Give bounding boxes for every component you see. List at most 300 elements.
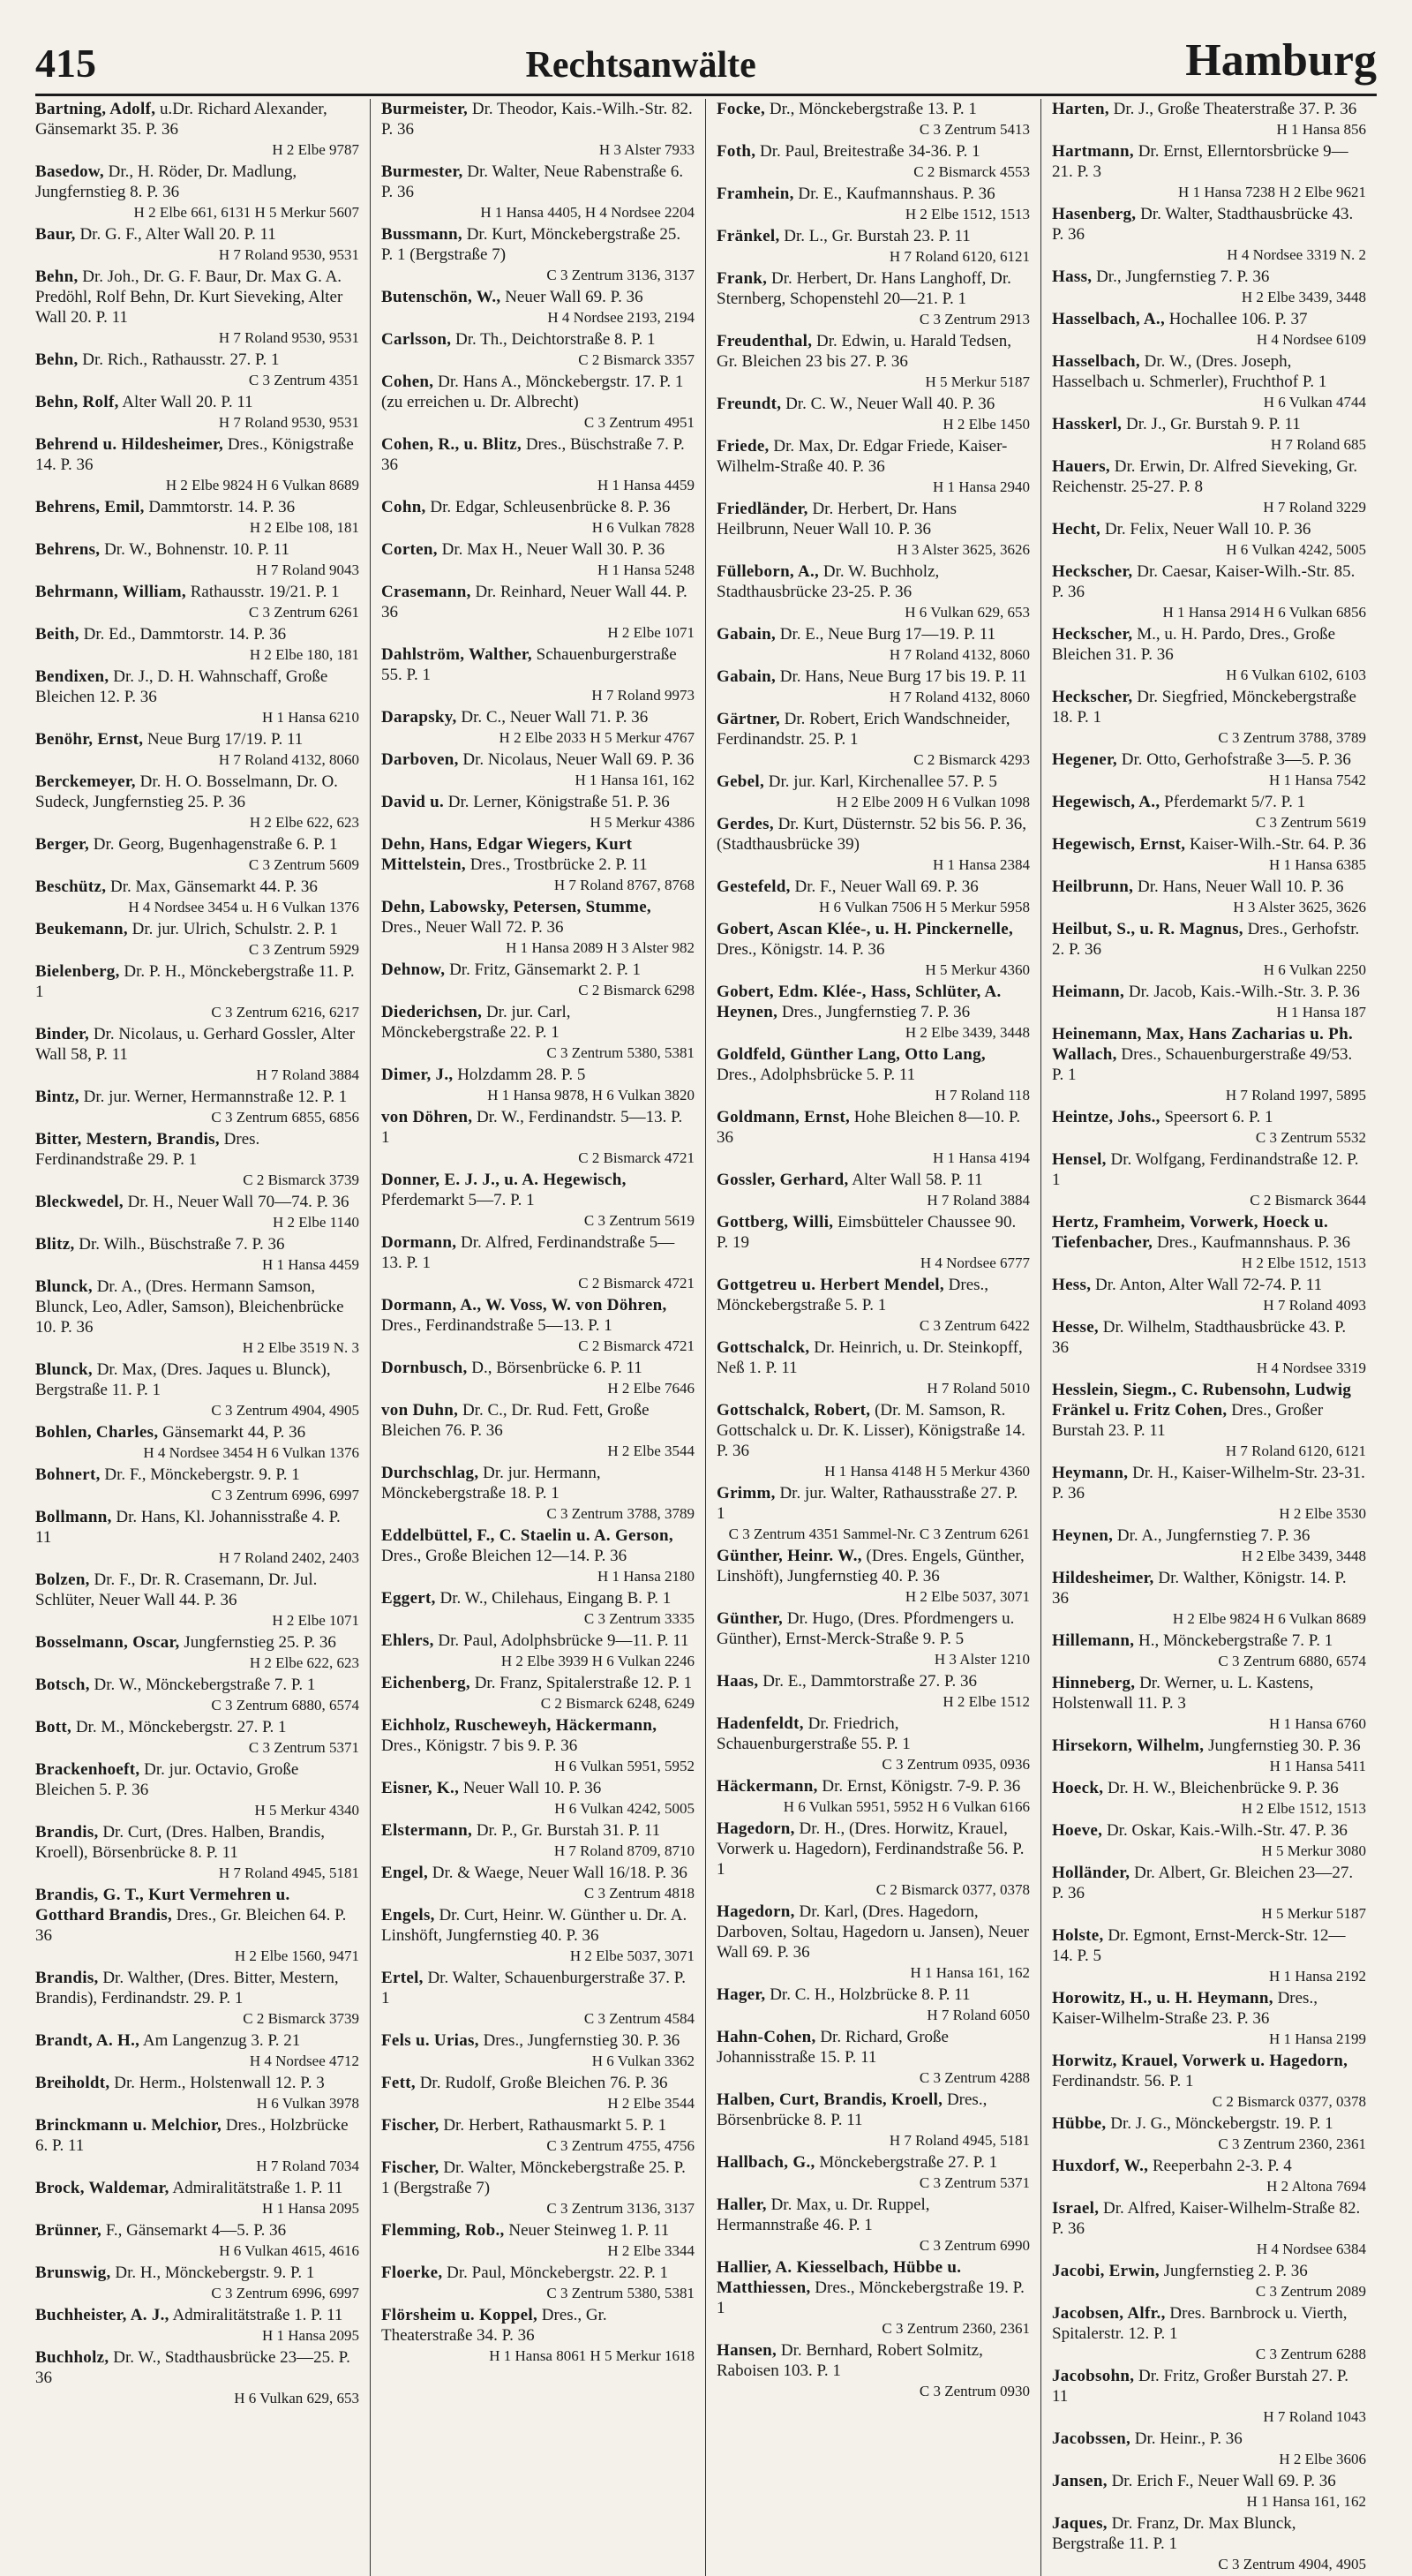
entry-phone: C 3 Zentrum 6261 (248, 604, 359, 621)
entry-phone: H 2 Elbe 3439, 3448 (1241, 289, 1366, 305)
entry-name: Hallier, A. Kiesselbach, Hübbe u. Matthiessen, (717, 2258, 962, 2297)
entry-phone: C 3 Zentrum 4351 (248, 372, 359, 388)
entry-phone: H 3 Alster 1210 (934, 1651, 1030, 1668)
entry-phone: H 2 Elbe 1512 (943, 1693, 1030, 1710)
entry-address: u.Dr. Richard Alexander, Gänsemarkt 35. P. 36 (35, 100, 327, 139)
entry-phone: H 6 Vulkan 7506 H 5 Merkur 5958 (818, 899, 1030, 915)
entry-address: Dr. Lerner, Königstraße 51. P. 36 (447, 793, 670, 811)
entry-address: Admiralitätstraße 1. P. 11 (172, 2179, 343, 2197)
directory-entry (717, 2027, 1030, 2088)
entry-phone: C 3 Zentrum 4951 (583, 414, 695, 431)
entry-phone: H 7 Roland 9043 (256, 561, 359, 578)
entry-address: Dr. W., Ferdinandstr. 5—13. P. 1 (381, 1108, 683, 1147)
entry-phone: H 7 Roland 2402, 2403 (218, 1549, 359, 1566)
entry-address: Dr. jur. Octavio, Große Bleichen 5. P. 36 (35, 1760, 299, 1799)
entry-phone: C 2 Bismarck 0377, 0378 (875, 1881, 1030, 1898)
entry-name: Halben, Curt, Brandis, Kroell, (717, 2090, 943, 2109)
entry-address: H., Mönckebergstraße 7. P. 1 (1138, 1631, 1333, 1650)
directory-entry (717, 709, 1030, 770)
entry-name: Bohnert, (35, 1465, 101, 1484)
entry-name: Diederichsen, (381, 1003, 483, 1021)
entry-address: Dr. Paul, Mönckebergstr. 22. P. 1 (447, 2263, 669, 2282)
directory-entry (381, 1170, 695, 1231)
entry-name: Crasemann, (381, 583, 471, 601)
entry-name: Hegener, (1052, 750, 1117, 769)
entry-name: Darapsky, (381, 708, 457, 727)
directory-entry (35, 2220, 359, 2261)
entry-name: Hansen, (717, 2341, 777, 2360)
entry-phone: C 2 Bismarck 3357 (578, 351, 695, 368)
entry-address: Dres., Holzbrücke 6. P. 11 (35, 2116, 349, 2155)
entry-phone: H 1 Hansa 2095 (261, 2327, 359, 2344)
entry-address: Dr. Herbert, Dr. Hans Heilbrunn, Neuer Wall 10. P. 36 (717, 500, 958, 539)
entry-name: Hartmann, (1052, 142, 1134, 161)
directory-entry (381, 1715, 695, 1776)
entry-phone: H 2 Elbe 1450 (943, 416, 1030, 433)
entry-name: Dornbusch, (381, 1359, 468, 1377)
entry-address: Eimsbütteler Chaussee 90. P. 19 (717, 1213, 1017, 1252)
entry-name: Heckscher, (1052, 688, 1133, 706)
entry-phone: H 6 Vulkan 4242, 5005 (1226, 541, 1366, 558)
entry-name: Hagedorn, (717, 1902, 795, 1921)
entry-phone: H 2 Elbe 108, 181 (249, 519, 359, 536)
entry-address: Dr. Hugo, (Dres. Pfordmengers u. Günther), Ernst-Merck-Straße 9. P. 5 (717, 1609, 1015, 1648)
directory-entry (1052, 1568, 1366, 1629)
entry-address: Pferdemarkt 5—7. P. 1 (381, 1191, 535, 1209)
entry-name: Gottberg, Willi, (717, 1213, 834, 1232)
entry-name: Heckscher, (1052, 625, 1133, 644)
entry-phone: C 3 Zentrum 6990 (919, 2237, 1030, 2254)
entry-name: Hinneberg, (1052, 1674, 1136, 1692)
entry-name: Fischer, (381, 2116, 439, 2135)
directory-entry (1052, 351, 1366, 412)
entry-address: Dr. Georg, Bugenhagenstraße 6. P. 1 (93, 835, 338, 854)
entry-phone: H 1 Hansa 161, 162 (1246, 2493, 1366, 2510)
entry-phone: H 1 Hansa 2180 (597, 1568, 695, 1585)
directory-entry (381, 1968, 695, 2029)
entry-address: Dr. Jacob, Kais.-Wilh.-Str. 3. P. 36 (1128, 983, 1360, 1001)
entry-address: Dr. Albert, Gr. Bleichen 23—27. P. 36 (1052, 1864, 1354, 1902)
directory-entry (717, 2195, 1030, 2256)
entry-phone: H 7 Roland 9530, 9531 (218, 246, 359, 263)
entry-phone: C 3 Zentrum 6880, 6574 (211, 1697, 359, 1714)
entry-address: Dr. H., (Dres. Horwitz, Krauel, Vorwerk u. Hagedorn), Ferdinandstraße 56. P. 1 (717, 1819, 1025, 1879)
directory-entry (381, 1778, 695, 1819)
entry-phone: H 7 Roland 5010 (927, 1380, 1030, 1397)
entry-phone: C 3 Zentrum 5413 (919, 121, 1030, 138)
entry-phone: H 2 Elbe 1140 (272, 1214, 359, 1231)
entry-phone: H 6 Vulkan 4615, 4616 (219, 2242, 359, 2259)
entry-name: Eisner, K., (381, 1779, 460, 1797)
entry-address: Dr. Theodor, Kais.-Wilh.-Str. 82. P. 36 (381, 100, 693, 139)
entry-name: Israel, (1052, 2199, 1100, 2218)
entry-name: Gerdes, (717, 815, 774, 833)
directory-entry (381, 1863, 695, 1903)
entry-name: Huxdorf, W., (1052, 2157, 1149, 2175)
entry-name: Dehn, Hans, Edgar Wiegers, Kurt Mittelstein, (381, 835, 633, 874)
page-number: 415 (35, 41, 96, 86)
entry-address: Jungfernstieg 25. P. 36 (184, 1633, 336, 1652)
entry-address: Dr. Otto, Gerhofstraße 3—5. P. 36 (1121, 750, 1351, 769)
directory-entry (717, 667, 1030, 707)
entry-name: Berger, (35, 835, 90, 854)
entry-phone: H 7 Roland 8709, 8710 (553, 1842, 695, 1859)
entry-address: Dres., Büschstraße 7. P. 36 (381, 435, 685, 474)
entry-name: Buchholz, (35, 2348, 109, 2367)
entry-address: Dammtorstr. 14. P. 36 (148, 498, 296, 516)
entry-name: Hesse, (1052, 1318, 1099, 1337)
entry-address: Dres., Mönckebergstraße 5. P. 1 (717, 1276, 989, 1314)
entry-phone: H 2 Elbe 622, 623 (249, 1654, 359, 1671)
directory-entry (35, 919, 359, 960)
entry-name: Elstermann, (381, 1821, 473, 1840)
entry-phone: H 2 Elbe 2009 H 6 Vulkan 1098 (836, 794, 1030, 810)
entry-name: Bartning, Adolf, (35, 100, 156, 118)
directory-entry (35, 1192, 359, 1232)
entry-phone: H 1 Hansa 6385 (1268, 856, 1366, 873)
entry-name: Corten, (381, 540, 438, 559)
entry-name: Baur, (35, 225, 76, 244)
entry-address: Dr. Oskar, Kais.-Wilh.-Str. 47. P. 36 (1106, 1821, 1348, 1840)
entry-address: Dr. Walter, Neue Rabenstraße 6. P. 36 (381, 162, 684, 201)
entry-name: Heynen, (1052, 1526, 1114, 1545)
entry-phone: C 3 Zentrum 5371 (919, 2174, 1030, 2191)
entry-name: Breiholdt, (35, 2074, 110, 2092)
entry-name: Ehlers, (381, 1631, 434, 1650)
entry-name: Berckemeyer, (35, 772, 136, 791)
entry-phone: H 1 Hansa 4194 (932, 1149, 1030, 1166)
entry-address: Schauenburgerstraße 55. P. 1 (381, 645, 677, 684)
entry-phone: H 2 Elbe 3439, 3448 (905, 1024, 1030, 1041)
entry-address: Pferdemarkt 5/7. P. 1 (1164, 793, 1306, 811)
entry-address: Kaiser-Wilh.-Str. 64. P. 36 (1190, 835, 1366, 854)
entry-phone: H 6 Vulkan 4242, 5005 (554, 1800, 695, 1817)
entry-address: Jungfernstieg 30. P. 36 (1208, 1736, 1361, 1755)
directory-entry (35, 1632, 359, 1673)
city-heading: Hamburg (1185, 35, 1377, 86)
entry-name: Blunck, (35, 1277, 93, 1296)
directory-entry (35, 624, 359, 665)
column-1 (35, 99, 371, 2576)
entry-address: Dr. Fritz, Gänsemarkt 2. P. 1 (449, 960, 641, 979)
directory-entry (1052, 834, 1366, 875)
entry-phone: H 2 Elbe 1512, 1513 (1241, 1254, 1366, 1271)
entry-name: Günther, Heinr. W., (717, 1547, 862, 1565)
entry-phone: H 4 Nordsee 3454 u. H 6 Vulkan 1376 (128, 899, 359, 915)
entry-address: Dr. C. W., Neuer Wall 40. P. 36 (785, 395, 995, 413)
entry-phone: H 6 Vulkan 6102, 6103 (1226, 667, 1366, 683)
directory-entry (381, 1673, 695, 1714)
entry-name: Hecht, (1052, 520, 1101, 539)
entry-name: Hesslein, Siegm., C. Rubensohn, Ludwig Fränkel u. Fritz Cohen, (1052, 1381, 1352, 1420)
entry-address: Dres., Kaiser-Wilhelm-Straße 23. P. 36 (1052, 1989, 1318, 2028)
directory-entry (381, 539, 695, 580)
entry-phone: C 3 Zentrum 6996, 6997 (211, 1487, 359, 1503)
entry-name: Bollmann, (35, 1508, 112, 1526)
entry-address: Dr. Wilh., Büschstraße 7. P. 36 (79, 1235, 285, 1254)
entry-phone: C 2 Bismarck 6298 (578, 982, 695, 998)
entry-name: Brinckmann u. Melchior, (35, 2116, 222, 2135)
entry-phone: H 1 Hansa 5411 (1269, 1758, 1366, 1774)
entry-phone: H 7 Roland 6120, 6121 (889, 248, 1030, 265)
directory-entry (717, 1170, 1030, 1210)
entry-address: Dr. Kurt, Düsternstr. 52 bis 56. P. 36, (Stadthausbrücke 39) (717, 815, 1026, 854)
entry-address: Dr. Hans, Kl. Johannisstraße 4. P. 11 (35, 1508, 341, 1547)
directory-entry (381, 1820, 695, 1861)
directory-entry (1052, 1107, 1366, 1148)
entry-name: Fülleborn, A., (717, 562, 820, 581)
entry-name: Heintze, Johs., (1052, 1108, 1160, 1126)
entry-name: Brackenhoeft, (35, 1760, 140, 1779)
directory-entry (1052, 2051, 1366, 2112)
entry-address: Dr. Rudolf, Große Bleichen 76. P. 36 (419, 2074, 668, 2092)
entry-address: Dr. Curt, Heinr. W. Günther u. Dr. A. Linshöft, (381, 1906, 687, 1945)
entry-name: Brünner, (35, 2221, 102, 2240)
entry-address: Dres., Schauenburgerstraße 49/53. P. 1 (1052, 1045, 1353, 1084)
entry-address: Dr. Max, (Dres. Jaques u. Blunck), Bergstraße 11. P. 1 (35, 1360, 331, 1399)
entry-phone: H 7 Roland 9530, 9531 (218, 329, 359, 346)
directory-entry (717, 1483, 1030, 1544)
entry-phone: H 1 Hansa 8061 H 5 Merkur 1618 (489, 2347, 695, 2364)
entry-phone: H 1 Hansa 2089 H 3 Alster 982 (506, 939, 695, 956)
directory-entry (35, 2263, 359, 2303)
entry-name: Benöhr, Ernst, (35, 730, 144, 749)
directory-entry (35, 1885, 359, 1966)
entry-address: Dr. Wilhelm, Stadthausbrücke 43. P. 36 (1052, 1318, 1347, 1357)
entry-address: Dr. Heinrich, u. Dr. Steinkopff, Neß 1. P. 11 (717, 1338, 1023, 1377)
entry-name: Bintz, (35, 1088, 79, 1106)
entry-address: Dr. Egmont, Ernst-Merck-Str. 12—14. P. 5 (1052, 1926, 1346, 1965)
entry-phone: H 7 Roland 4945, 5181 (218, 1864, 359, 1881)
entry-phone: H 7 Roland 7034 (256, 2158, 359, 2174)
entry-name: Gestefeld, (717, 877, 791, 896)
entry-name: Focke, (717, 100, 766, 118)
entry-address: Dr. H., Neuer Wall 70—74. P. 36 (127, 1193, 349, 1211)
directory-entry (35, 350, 359, 390)
entry-name: Fels u. Urias, (381, 2031, 479, 2050)
directory-entry (35, 99, 359, 160)
entry-address: Dr., Jungfernstieg 7. P. 36 (1096, 267, 1270, 286)
entry-name: Hillemann, (1052, 1631, 1135, 1650)
entry-phone: H 7 Roland 3884 (927, 1192, 1030, 1209)
entry-phone: H 2 Elbe 3544 (607, 2095, 695, 2112)
directory-entry (1052, 687, 1366, 748)
directory-entry (717, 1044, 1030, 1105)
directory-entry (35, 729, 359, 770)
entry-phone: H 1 Hansa 5248 (597, 561, 695, 578)
directory-entry (35, 1129, 359, 1190)
directory-entry (1052, 1380, 1366, 1461)
directory-entry (35, 1234, 359, 1275)
entry-phone: H 1 Hansa 4459 (597, 477, 695, 493)
entry-name: Behrmann, William, (35, 583, 186, 601)
entry-phone: H 7 Roland 6050 (927, 2007, 1030, 2023)
directory-entry (717, 1546, 1030, 1607)
directory-entry (717, 561, 1030, 622)
entry-phone: H 4 Nordsee 6109 (1256, 331, 1366, 348)
entry-name: Jaques, (1052, 2514, 1108, 2533)
entry-name: Horowitz, H., u. H. Heymann, (1052, 1989, 1273, 2007)
directory-entry (1052, 561, 1366, 622)
entry-name: Goldfeld, Günther Lang, Otto Lang, (717, 1045, 986, 1064)
entry-phone: H 2 Elbe 1560, 9471 (234, 1947, 359, 1964)
entry-name: Brock, Waldemar, (35, 2179, 169, 2197)
entry-name: Hildesheimer, (1052, 1569, 1154, 1587)
entry-name: Bielenberg, (35, 962, 120, 981)
entry-name: Behn, (35, 267, 79, 286)
entry-name: Bleckwedel, (35, 1193, 124, 1211)
entry-address: Dr. Herbert, Rathausmarkt 5. P. 1 (443, 2116, 667, 2135)
entry-name: Hensel, (1052, 1150, 1107, 1169)
directory-entry (381, 960, 695, 1000)
entry-phone: C 3 Zentrum 4904, 4905 (211, 1402, 359, 1419)
entry-name: Hauers, (1052, 457, 1110, 476)
entry-address: Dres., Jungfernstieg 30. P. 36 (483, 2031, 680, 2050)
directory-entry (1052, 267, 1366, 307)
entry-phone: C 2 Bismarck 0377, 0378 (1212, 2093, 1366, 2110)
directory-entry (1052, 877, 1366, 917)
entry-address: F., Gänsemarkt 4—5. P. 36 (105, 2221, 287, 2240)
directory-entry (717, 1902, 1030, 1983)
entry-name: Gottgetreu u. Herbert Mendel, (717, 1276, 944, 1294)
entry-name: Jacobsen, Alfr., (1052, 2304, 1166, 2323)
entry-name: Harten, (1052, 100, 1109, 118)
directory-entry (35, 1277, 359, 1358)
entry-address: Dr. H., Mönckebergstr. 9. P. 1 (115, 2263, 315, 2282)
directory-entry (1052, 1925, 1366, 1986)
entry-name: Hoeve, (1052, 1821, 1103, 1840)
entry-name: Holste, (1052, 1926, 1104, 1945)
entry-phone: H 2 Elbe 5037, 3071 (905, 1588, 1030, 1605)
entry-phone: H 2 Elbe 3606 (1279, 2451, 1366, 2467)
directory-entry (1052, 1863, 1366, 1924)
entry-phone: H 5 Merkur 5187 (1261, 1905, 1366, 1922)
directory-entry (35, 1675, 359, 1715)
directory-entry (1052, 519, 1366, 560)
entry-phone: H 6 Vulkan 629, 653 (905, 604, 1030, 621)
directory-entry (1052, 141, 1366, 202)
column-4 (1041, 99, 1377, 2576)
entry-address: Alter Wall 58. P. 11 (852, 1171, 983, 1189)
entry-phone: H 2 Elbe 661, 6131 H 5 Merkur 5607 (133, 204, 359, 221)
entry-address: Dr. Walter, Schauenburgerstraße 37. P. 1 (381, 1969, 686, 2007)
entry-phone: H 5 Merkur 4360 (925, 961, 1030, 978)
directory-entry (1052, 204, 1366, 265)
directory-entry (381, 644, 695, 705)
entry-phone: C 3 Zentrum 2360, 2361 (882, 2320, 1030, 2337)
entry-phone: H 2 Elbe 3530 (1279, 1505, 1366, 1522)
entry-phone: H 1 Hansa 9878, H 6 Vulkan 3820 (487, 1087, 695, 1103)
entry-address: Dr. P., Gr. Burstah 31. P. 11 (476, 1821, 661, 1840)
directory-entry (717, 814, 1030, 875)
entry-address: Dr. Felix, Neuer Wall 10. P. 36 (1104, 520, 1311, 539)
directory-entry (717, 919, 1030, 980)
entry-name: Butenschön, W., (381, 288, 501, 306)
entry-phone: C 3 Zentrum 3136, 3137 (546, 2200, 695, 2217)
entry-name: Holländer, (1052, 1864, 1130, 1882)
entry-name: Blunck, (35, 1360, 93, 1379)
directory-entry (717, 141, 1030, 182)
entry-name: Dehnow, (381, 960, 446, 979)
directory-entry (35, 2347, 359, 2408)
directory-entry (35, 434, 359, 495)
entry-address: Alter Wall 20. P. 11 (122, 393, 253, 411)
entry-phone: H 2 Elbe 3344 (607, 2242, 695, 2259)
entry-name: Engels, (381, 1906, 435, 1924)
entry-phone: H 7 Roland 6120, 6121 (1225, 1442, 1366, 1459)
directory-entry (717, 1107, 1030, 1168)
entry-phone: H 2 Elbe 5037, 3071 (569, 1947, 695, 1964)
entry-address: (Dr. M. Samson, R. Gottschalck u. Dr. K. Lisser), Königstraße 14. P. 36 (717, 1401, 1025, 1460)
entry-address: Dr. Edgar, Schleusenbrücke 8. P. 36 (430, 498, 671, 516)
entry-name: Cohen, (381, 373, 434, 391)
entry-phone: H 6 Vulkan 2250 (1263, 961, 1366, 978)
directory-entry (381, 749, 695, 790)
entry-phone: C 3 Zentrum 4288 (919, 2069, 1030, 2086)
directory-entry (381, 1002, 695, 1063)
entry-phone: H 7 Roland 1997, 5895 (1225, 1087, 1366, 1103)
entry-phone: H 4 Nordsee 6384 (1256, 2241, 1366, 2257)
entry-name: Fischer, (381, 2158, 439, 2177)
entry-address: Dr. C., Dr. Rud. Fett, Große Bleichen 76. P. 36 (381, 1401, 650, 1440)
entry-name: Eddelbüttel, F., C. Staelin u. A. Gerson, (381, 1526, 673, 1545)
directory-entry (1052, 1463, 1366, 1524)
entry-phone: H 2 Elbe 9787 (272, 141, 359, 158)
entry-phone: H 4 Nordsee 2193, 2194 (547, 309, 695, 326)
directory-entry (1052, 2366, 1366, 2427)
entry-phone: C 2 Bismarck 6248, 6249 (540, 1695, 695, 1712)
directory-entry (35, 834, 359, 875)
entry-phone: H 6 Vulkan 3978 (256, 2095, 359, 2112)
directory-entry (381, 2115, 695, 2156)
entry-name: Heilbrunn, (1052, 877, 1134, 896)
columns (35, 99, 1377, 2572)
directory-entry (717, 436, 1030, 497)
entry-phone: H 1 Hansa 2384 (932, 856, 1030, 873)
directory-entry (35, 582, 359, 622)
entry-phone: C 2 Bismarck 3739 (243, 1171, 359, 1188)
entry-address: Dr. Erwin, Dr. Alfred Sieveking, Gr. Reichenstr. 25-27. P. 8 (1052, 457, 1358, 496)
entry-phone: C 2 Bismarck 3644 (1250, 1192, 1366, 1209)
entry-address: Dr. Ernst, Ellerntorsbrücke 9—21. P. 3 (1052, 142, 1348, 181)
entry-name: Heckscher, (1052, 562, 1133, 581)
directory-entry (381, 1232, 695, 1293)
entry-name: Dormann, A., W. Voss, W. von Döhren, (381, 1296, 667, 1314)
entry-name: Botsch, (35, 1676, 90, 1694)
entry-name: Jacobsohn, (1052, 2367, 1135, 2385)
directory-entry (381, 329, 695, 370)
entry-name: Behrens, Emil, (35, 498, 145, 516)
entry-address: Hochallee 106. P. 37 (1168, 310, 1308, 328)
entry-name: Gottschalck, (717, 1338, 810, 1357)
entry-address: Dr. jur. Hermann, Mönckebergstraße 18. P. 1 (381, 1464, 601, 1503)
entry-address: Holzdamm 28. P. 5 (457, 1066, 586, 1084)
entry-phone: C 3 Zentrum 2360, 2361 (1218, 2135, 1366, 2152)
directory-entry (381, 2263, 695, 2303)
directory-entry (1052, 1024, 1366, 1105)
entry-phone: H 2 Elbe 622, 623 (249, 814, 359, 831)
directory-entry (381, 1525, 695, 1586)
directory-entry (717, 394, 1030, 434)
entry-address: Dr. F., Neuer Wall 69. P. 36 (794, 877, 979, 896)
entry-name: Heinemann, Max, Hans Zacharias u. Ph. Wallach, (1052, 1025, 1353, 1064)
directory-entry (1052, 2513, 1366, 2574)
entry-name: Gabain, (717, 625, 777, 644)
entry-name: Günther, (717, 1609, 784, 1628)
entry-name: Basedow, (35, 162, 104, 181)
entry-address: Dr. H. O. Bosselmann, Dr. O. Sudeck, Jungfernstieg 25. P. 36 (35, 772, 338, 811)
entry-phone: H 7 Roland 9973 (591, 687, 695, 704)
